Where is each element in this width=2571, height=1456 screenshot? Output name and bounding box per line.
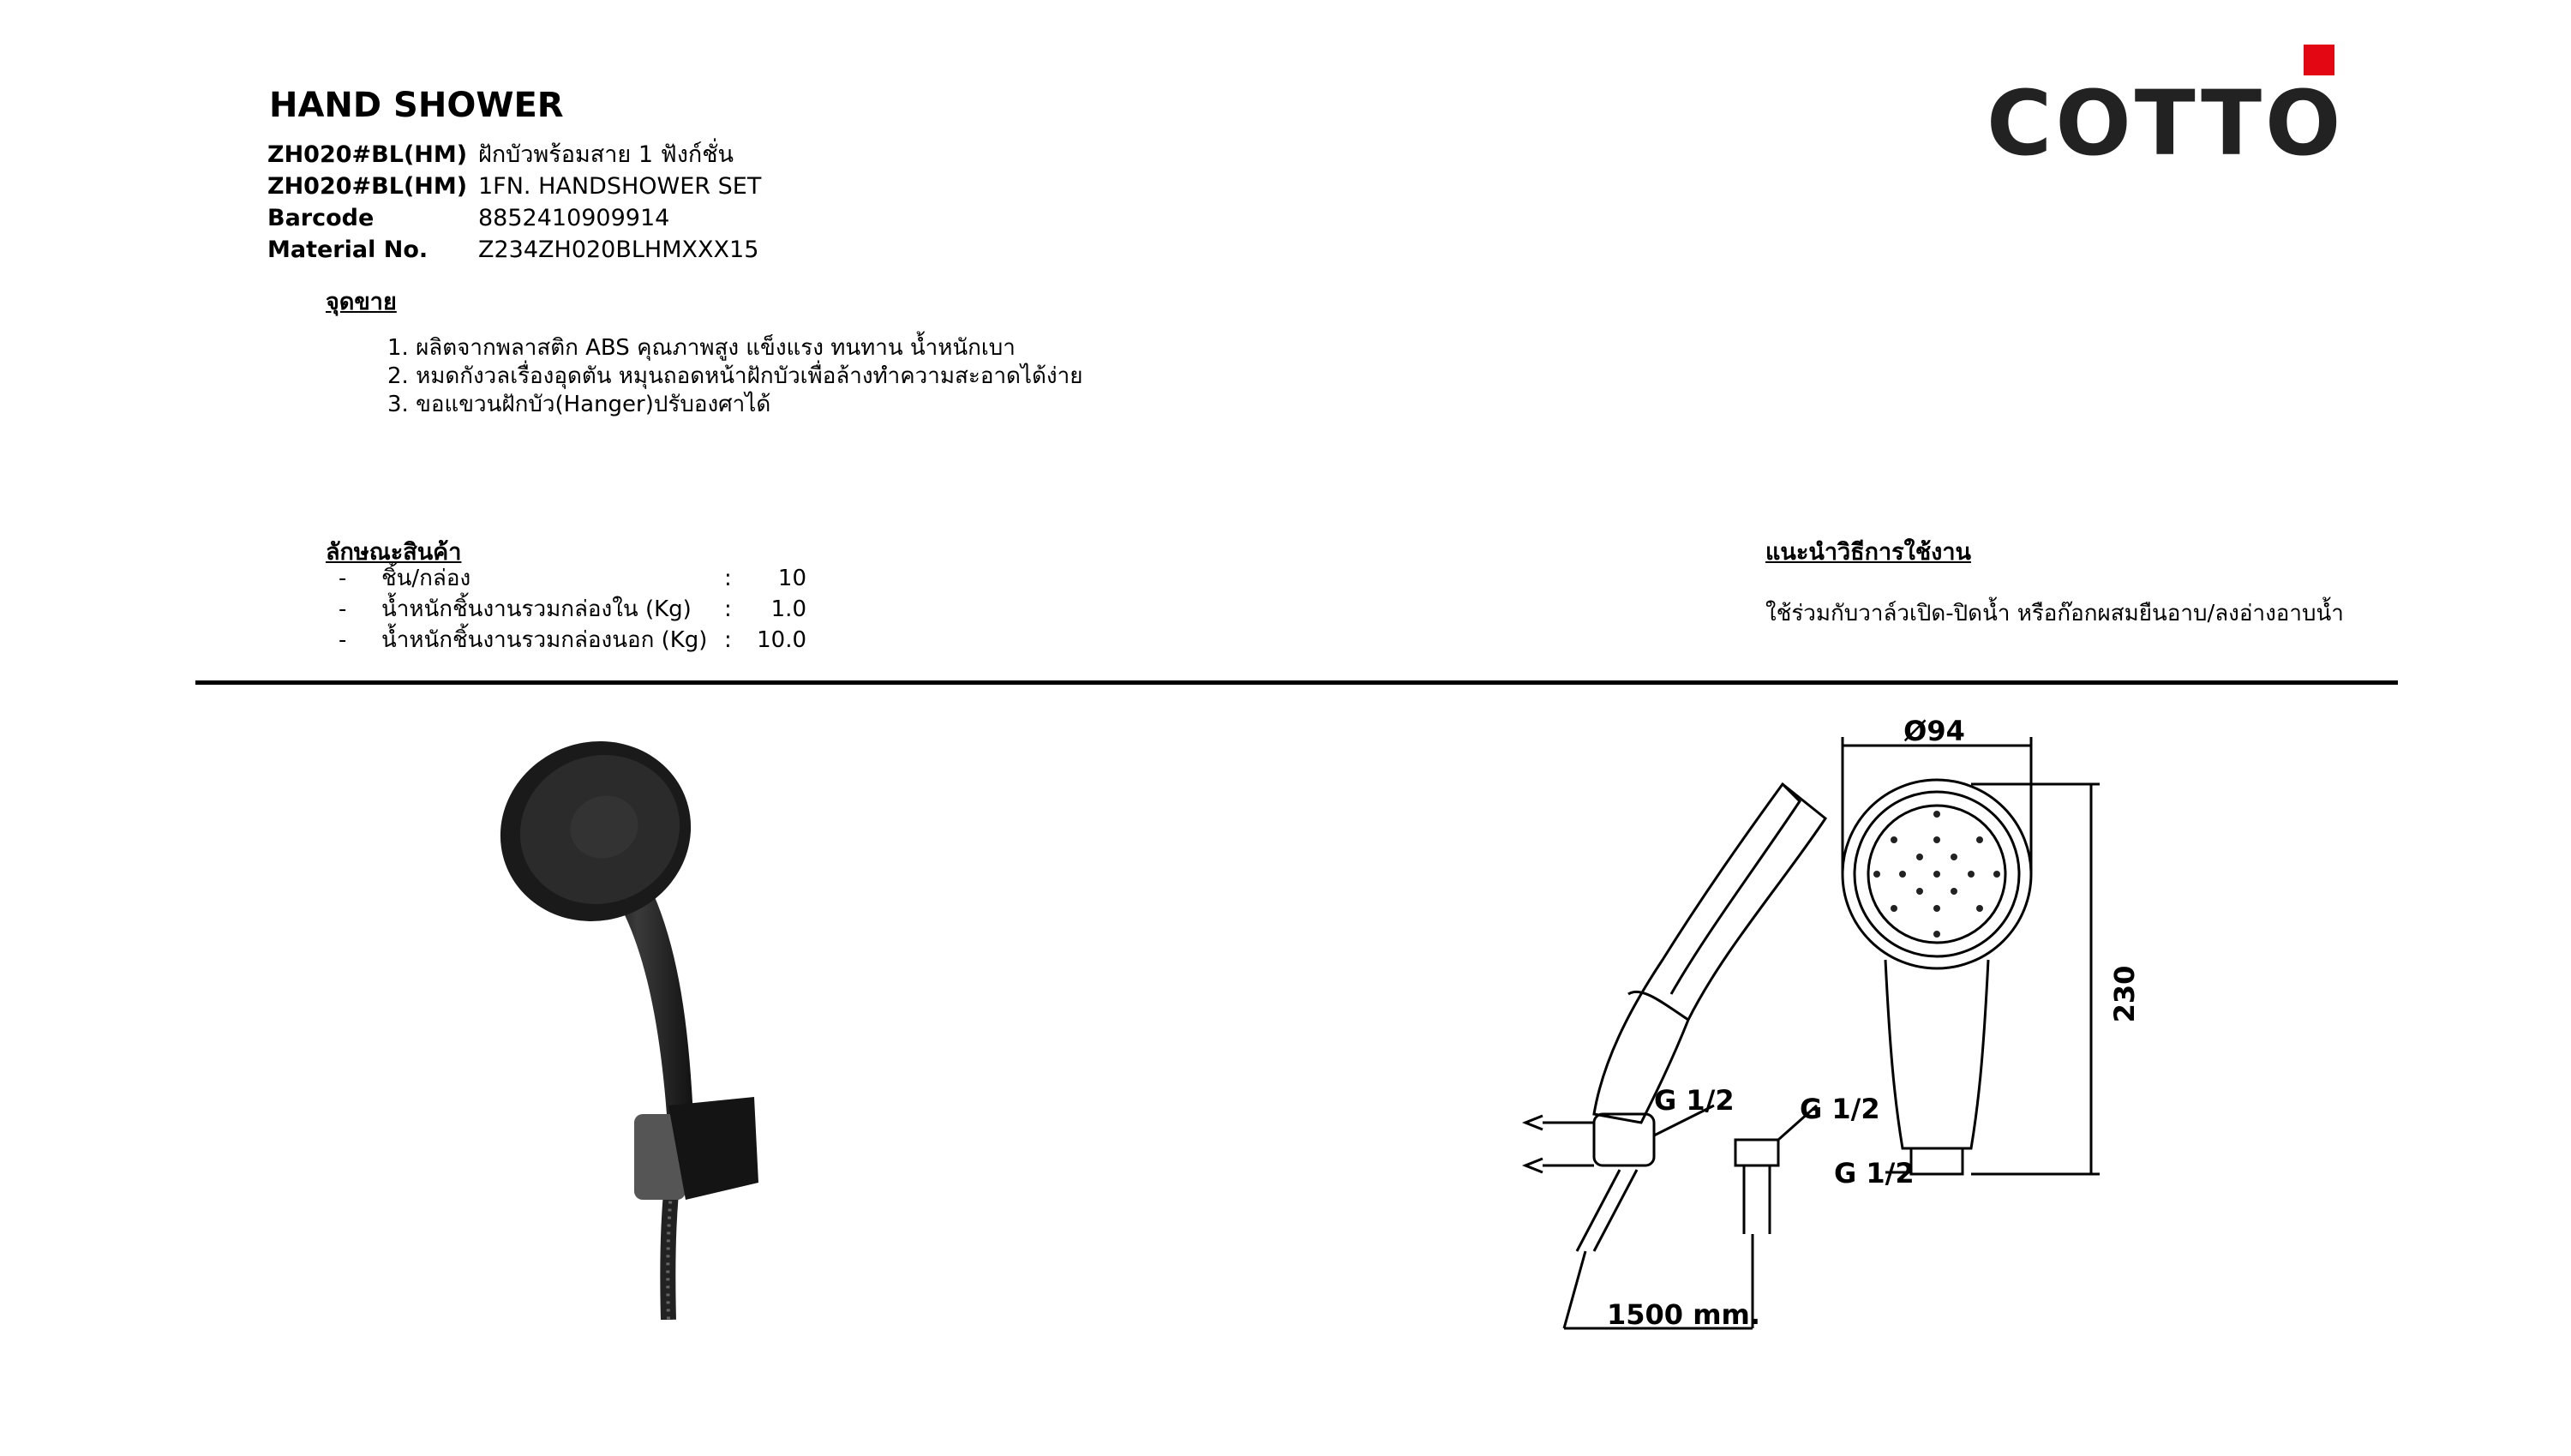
spec-dash: - xyxy=(339,627,347,653)
info-value: 8852410909914 xyxy=(478,205,670,231)
specs-table xyxy=(339,563,806,656)
spec-label: น้ำหนักชิ้นงานรวมกล่องนอก (Kg) xyxy=(381,627,708,653)
spec-sep: : xyxy=(724,627,732,653)
specs-heading: ลักษณะสินค้า xyxy=(326,539,462,566)
dim-hose-length: 1500 mm. xyxy=(1607,1298,1761,1331)
section-divider xyxy=(195,680,2398,685)
info-label: ZH020#BL(HM) xyxy=(267,173,468,200)
info-value: Z234ZH020BLHMXXX15 xyxy=(478,237,759,263)
product-photo xyxy=(463,737,866,1320)
spec-dash: - xyxy=(339,566,347,591)
info-value: 1FN. HANDSHOWER SET xyxy=(478,173,762,200)
product-title: HAND SHOWER xyxy=(269,86,564,125)
dim-thread-bottom: G 1/2 xyxy=(1834,1157,1915,1189)
dim-diameter: Ø94 xyxy=(1903,715,1965,747)
info-row-barcode xyxy=(267,202,761,234)
spec-label: ชิ้น/กล่อง xyxy=(381,566,471,591)
usage-heading: แนะนำวิธีการใช้งาน xyxy=(1765,539,1971,566)
spec-sep: : xyxy=(724,596,732,622)
info-row-name-th xyxy=(267,139,761,171)
info-label: Material No. xyxy=(267,237,428,263)
dim-thread-fitting: G 1/2 xyxy=(1800,1093,1880,1125)
spec-label: น้ำหนักชิ้นงานรวมกล่องใน (Kg) xyxy=(381,596,692,622)
list-item: 1. ผลิตจากพลาสติก ABS คุณภาพสูง แข็งแรง ทนทาน น้ำหนักเบา xyxy=(387,335,1016,361)
spec-value: 1.0 xyxy=(770,596,806,622)
product-info xyxy=(267,139,761,266)
info-value: ฝักบัวพร้อมสาย 1 ฟังก์ชั่น xyxy=(478,141,734,168)
spec-value: 10.0 xyxy=(757,627,806,653)
info-label: ZH020#BL(HM) xyxy=(267,141,468,168)
selling-points-list xyxy=(387,334,1082,419)
spec-row xyxy=(339,563,806,594)
spec-sep: : xyxy=(724,566,732,591)
cotto-logo xyxy=(1978,45,2338,173)
list-item: 2. หมดกังวลเรื่องอุดตัน หมุนถอดหน้าฝักบัวเพื่อล้างทำความสะอาดได้ง่าย xyxy=(387,363,1083,389)
spec-row xyxy=(339,625,806,656)
info-label: Barcode xyxy=(267,205,375,231)
logo-text: COTTO xyxy=(1987,71,2338,173)
info-row-name-en xyxy=(267,171,761,202)
spec-value: 10 xyxy=(777,566,806,591)
selling-points-heading: จุดขาย xyxy=(326,289,397,315)
spec-row xyxy=(339,594,806,625)
dim-height: 230 xyxy=(2108,965,2141,1023)
technical-drawing xyxy=(1457,703,2142,1354)
dim-thread-holder: G 1/2 xyxy=(1654,1084,1735,1117)
info-row-material xyxy=(267,234,761,266)
list-item: 3. ขอแขวนฝักบัว(Hanger)ปรับองศาได้ xyxy=(387,392,771,417)
usage-text: ใช้ร่วมกับวาล์วเปิด-ปิดน้ำ หรือก๊อกผสมยืนอาบ/ลงอ่างอาบน้ำ xyxy=(1765,601,2344,626)
spec-dash: - xyxy=(339,596,347,622)
